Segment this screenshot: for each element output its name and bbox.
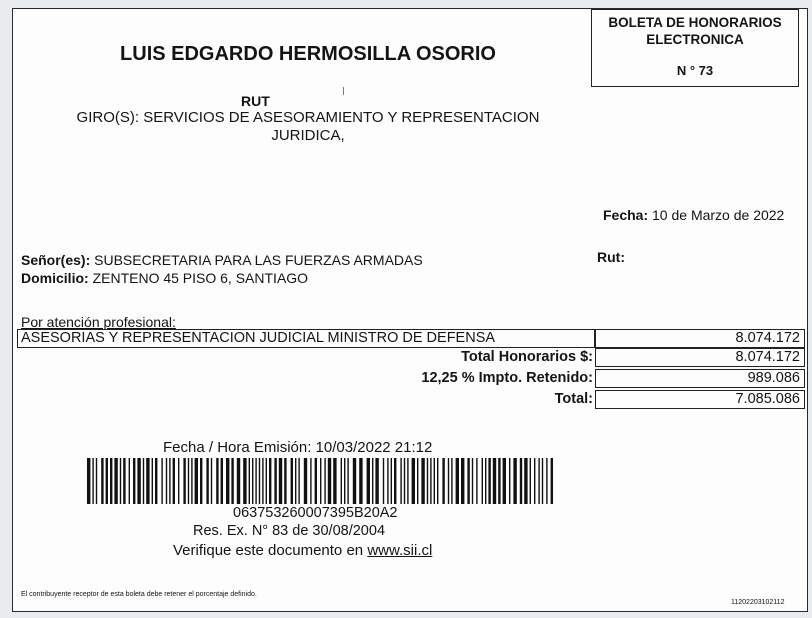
barcode-bar <box>551 458 553 504</box>
emission-datetime: Fecha / Hora Emisión: 10/03/2022 21:12 <box>163 439 433 456</box>
barcode-bar <box>166 458 167 504</box>
barcode-bar <box>467 458 469 504</box>
barcode-bar <box>328 458 331 504</box>
barcode-bar <box>120 458 121 504</box>
barcode-bar <box>87 458 90 504</box>
barcode-bar <box>298 458 299 504</box>
barcode-bar <box>430 458 431 504</box>
item-amount: 8.074.172 <box>595 329 805 348</box>
barcode-bar <box>152 458 153 504</box>
barcode-bar <box>387 458 388 504</box>
barcode-bar <box>404 458 405 504</box>
receptor-name-label: Señor(es): <box>21 252 91 268</box>
barcode-bar <box>274 458 276 504</box>
barcode-bar <box>310 458 311 504</box>
total-honorarios-label: Total Honorarios $: <box>461 349 593 365</box>
barcode-bar <box>530 458 531 504</box>
barcode-bar <box>367 458 370 504</box>
barcode-bar <box>279 458 282 504</box>
barcode-bar <box>252 458 253 504</box>
issue-date-label: Fecha: <box>603 207 649 223</box>
total-honorarios-value: 8.074.172 <box>595 348 805 367</box>
barcode-bar <box>372 458 373 504</box>
barcode-bar <box>161 458 162 504</box>
verify-text <box>173 542 432 559</box>
barcode-bar <box>123 458 125 504</box>
issuer-giro: GIRO(S): SERVICIOS DE ASESORAMIENTO Y REPRESENTACION JURIDICA, <box>76 109 540 144</box>
barcode-bar <box>524 458 527 504</box>
barcode-bar <box>200 458 202 504</box>
barcode-bar <box>451 458 452 504</box>
barcode-bar <box>183 458 185 504</box>
barcode-bar <box>442 458 444 504</box>
barcode-bar <box>359 458 362 504</box>
barcode-bar <box>173 458 175 504</box>
barcode-bar <box>259 458 260 504</box>
barcode-bar <box>114 458 117 504</box>
issue-date-value: 10 de Marzo de 2022 <box>652 207 785 223</box>
receptor-address <box>21 270 308 286</box>
barcode-bar <box>421 458 424 504</box>
barcode-bar <box>391 458 392 504</box>
barcode-bar <box>110 458 112 504</box>
barcode-bar <box>344 458 345 504</box>
barcode-bar <box>231 458 233 504</box>
boleta-title-box <box>591 9 799 87</box>
barcode-bar <box>434 458 435 504</box>
barcode-bar <box>461 458 464 504</box>
barcode-bar <box>542 458 543 504</box>
receptor-name <box>21 252 423 268</box>
barcode-bar <box>137 458 140 504</box>
barcode-bar <box>383 458 384 504</box>
barcode-bar <box>226 458 229 504</box>
barcode-bar <box>534 458 535 504</box>
barcode-bar <box>129 458 130 504</box>
barcode-bar <box>255 458 256 504</box>
barcode-bar <box>266 458 267 504</box>
barcode-bar <box>291 458 293 504</box>
barcode-bar <box>353 458 356 504</box>
barcode-bar <box>155 458 157 504</box>
issue-date <box>603 207 784 223</box>
barcode-bar <box>211 458 212 504</box>
barcode-bar <box>216 458 218 504</box>
barcode-bar <box>295 458 296 504</box>
barcode-bar <box>101 458 103 504</box>
barcode-bar <box>394 458 396 504</box>
barcode-bar <box>546 458 547 504</box>
item-row <box>17 329 595 348</box>
barcode-bar <box>417 458 418 504</box>
barcode-bar <box>347 458 348 504</box>
barcode-bar <box>341 458 342 504</box>
barcode-bar <box>456 458 459 504</box>
retencion-label: 12,25 % Impto. Retenido: <box>421 370 593 386</box>
barcode-bar <box>472 458 473 504</box>
barcode-timbre <box>87 458 553 504</box>
barcode-bar <box>400 458 401 504</box>
total-label: Total: <box>554 391 593 407</box>
barcode-bar <box>106 458 108 504</box>
barcode-bar <box>315 458 317 504</box>
boleta-document <box>12 8 808 612</box>
barcode-bar <box>482 458 483 504</box>
barcode-bar <box>320 458 321 504</box>
barcode-bar <box>333 458 336 504</box>
issuer-name: LUIS EDGARDO HERMOSILLA OSORIO <box>120 43 496 65</box>
barcode-bar <box>133 458 135 504</box>
barcode-bar <box>237 458 240 504</box>
receptor-name-value: SUBSECRETARIA PARA LAS FUERZAS ARMADAS <box>94 252 423 268</box>
barcode-bar <box>407 458 408 504</box>
footnote: El contribuyente receptor de esta boleta debe retener el porcentaje definido. <box>21 591 257 598</box>
barcode-bar <box>284 458 286 504</box>
item-description: ASESORIAS Y REPRESENTACION JUDICIAL MINISTRO DE DEFENSA <box>17 329 595 348</box>
barcode-bar <box>188 458 189 504</box>
retencion-value: 989.086 <box>595 369 805 388</box>
barcode-bar <box>178 458 179 504</box>
boleta-title-line2: ELECTRONICA <box>646 32 744 47</box>
barcode-bar <box>412 458 415 504</box>
barcode-code: 063753260007395B20A2 <box>233 505 398 521</box>
resolution-text: Res. Ex. N° 83 de 30/08/2004 <box>193 523 386 539</box>
barcode-bar <box>249 458 250 504</box>
folio-number: 11202203102112 <box>731 599 785 606</box>
sii-link[interactable]: www.sii.cl <box>367 542 433 559</box>
barcode-bar <box>375 458 378 504</box>
barcode-bar <box>262 458 263 504</box>
barcode-bar <box>269 458 271 504</box>
detalle-header: Por atención profesional: <box>21 314 176 330</box>
barcode-bar <box>96 458 97 504</box>
barcode-bar <box>503 458 506 504</box>
receptor-address-value: ZENTENO 45 PISO 6, SANTIAGO <box>92 270 309 286</box>
barcode-bar <box>304 458 307 504</box>
barcode-bar <box>476 458 477 504</box>
total-value: 7.085.086 <box>595 390 805 409</box>
barcode-bar <box>509 458 510 504</box>
barcode-bar <box>427 458 428 504</box>
barcode-bar <box>448 458 449 504</box>
barcode-bar <box>493 458 496 504</box>
barcode-bar <box>520 458 522 504</box>
receptor-rut-label: Rut: <box>597 249 625 265</box>
barcode-bar <box>243 458 246 504</box>
barcode-bar <box>191 458 192 504</box>
barcode-bar <box>324 458 325 504</box>
barcode-bar <box>538 458 539 504</box>
barcode-bar <box>513 458 516 504</box>
barcode-bar <box>485 458 486 504</box>
divider-tick <box>343 87 344 95</box>
receptor-address-label: Domicilio: <box>21 270 89 286</box>
boleta-title-line1: BOLETA DE HONORARIOS <box>608 15 782 30</box>
barcode-bar <box>221 458 223 504</box>
barcode-bar <box>206 458 208 504</box>
barcode-bar <box>498 458 500 504</box>
barcode-bar <box>92 458 93 504</box>
boleta-number: N ° 73 <box>676 63 714 78</box>
barcode-bar <box>169 458 170 504</box>
barcode-bar <box>195 458 198 504</box>
barcode-bar <box>143 458 144 504</box>
barcode-bar <box>146 458 149 504</box>
barcode-bar <box>488 458 490 504</box>
issuer-rut-label: RUT <box>241 93 270 109</box>
verify-label: Verifique este documento en <box>173 542 364 559</box>
barcode-bar <box>437 458 438 504</box>
